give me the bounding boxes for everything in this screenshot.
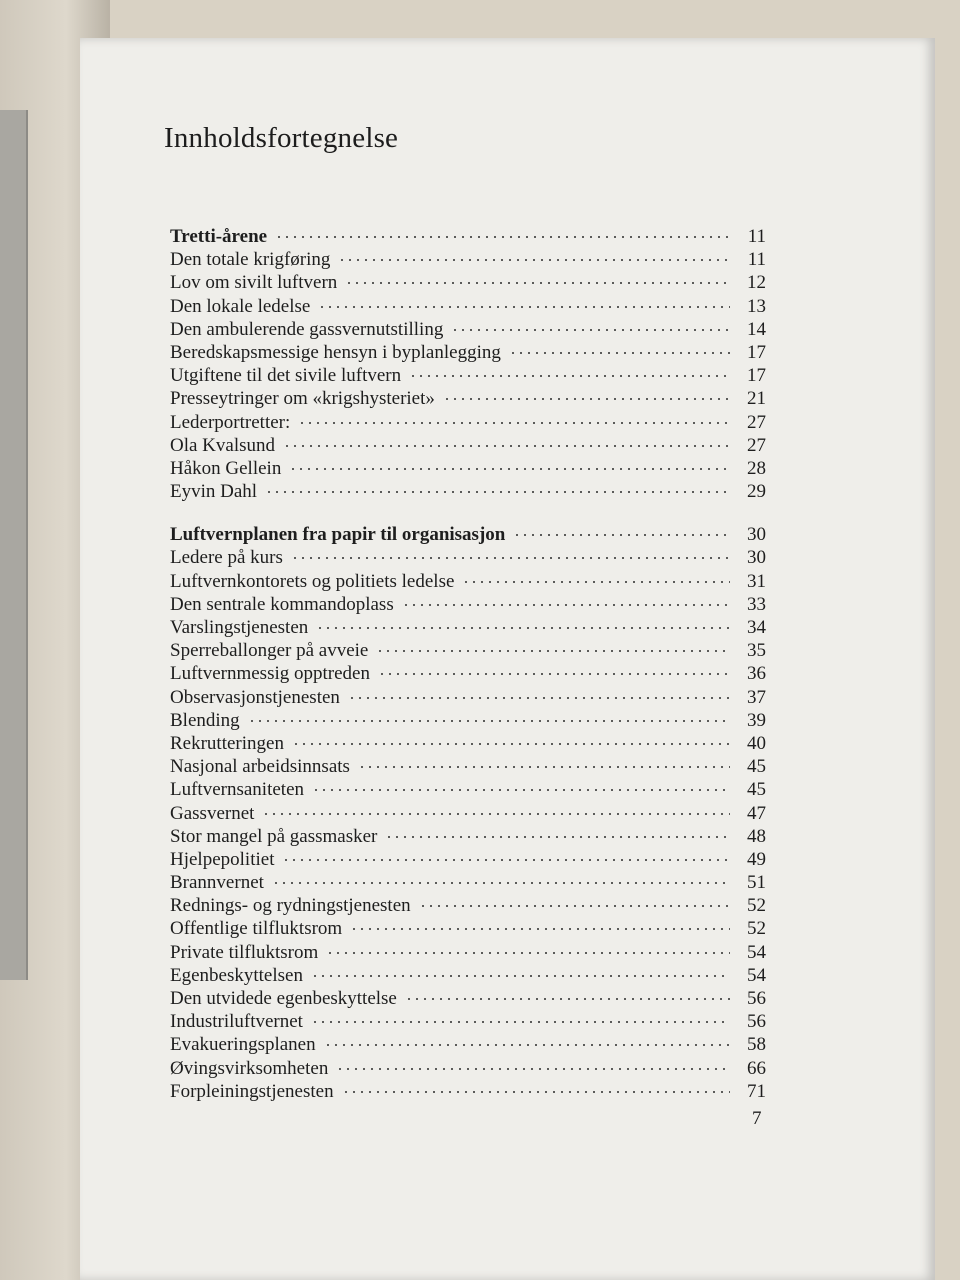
toc-entry-page: 52 [747,918,766,940]
toc-entry-page: 45 [747,756,766,778]
toc-entry-page: 12 [747,272,766,294]
toc-entry [170,365,766,388]
toc-entry-title: Blending [170,709,240,731]
toc-entry-title: Luftvernkontorets og politiets ledelse [170,570,455,592]
toc-entry-page: 34 [747,617,766,638]
toc-entry-page: 39 [747,709,766,731]
toc-entry [170,826,766,849]
dot-leader [358,765,730,769]
toc-entry-title: Eyvin Dahl [170,481,258,503]
dot-leader [338,258,730,262]
toc-entry-title: Beredskapsmessige hensyn i byplanlegging [170,341,501,363]
dot-leader [409,374,730,378]
toc-entry [170,895,766,918]
toc-entry-page: 47 [747,802,766,824]
toc-entry-page: 21 [747,388,766,410]
left-page-photo [0,110,28,980]
toc-entry [170,571,766,594]
toc-entry-page: 11 [747,226,766,247]
toc-entry [170,458,766,481]
dot-leader [419,904,730,908]
toc-entry-title: Rednings- og rydningstjenesten [170,895,411,917]
dot-leader [405,997,730,1001]
toc-entry-page: 17 [747,341,766,363]
toc-entry-page: 14 [747,318,766,340]
toc-entry-title: Observasjonstjenesten [170,686,340,708]
toc-entry-page: 28 [747,457,766,479]
toc-entry-title: Luftvernplanen fra papir til organisasjon [170,524,506,546]
toc-entry-title: Evakueringsplanen [170,1034,316,1056]
toc-section [170,524,766,1104]
toc-entry-title: Stor mangel på gassmasker [170,825,378,847]
toc-entry-title: Industriluftvernet [170,1011,303,1033]
dot-leader [275,235,730,239]
toc-entry-page: 29 [747,481,766,503]
dot-leader [318,305,730,309]
toc-entry [170,733,766,756]
dot-leader [311,974,730,978]
toc-entry [170,1058,766,1081]
toc-entry [170,849,766,872]
toc-entry [170,319,766,342]
toc-entry [170,779,766,802]
toc-entry [170,942,766,965]
toc-entry-page: 71 [747,1080,766,1102]
dot-leader [265,490,730,494]
toc-entry-title: Håkon Gellein [170,457,282,479]
toc-entry-page: 36 [747,663,766,685]
toc-entry-page: 52 [747,895,766,917]
dot-leader [443,397,730,401]
toc-entry-page: 30 [747,524,766,546]
toc-entry-title: Luftvernsaniteten [170,779,305,801]
toc-entry [170,481,766,504]
toc-entry-title: Varslingstjenesten [170,617,309,638]
toc-entry [170,756,766,779]
toc-entry [170,640,766,663]
toc-entry-title: Sperreballonger på avveie [170,640,369,662]
dot-leader [272,881,730,885]
toc-entry-title: Egenbeskyttelsen [170,964,303,986]
toc-entry-title: Den utvidede egenbeskyttelse [170,988,397,1009]
toc-entry [170,249,766,272]
toc-entry [170,988,766,1011]
toc-entry-page: 66 [747,1057,766,1079]
toc-entry-title: Forpleiningstjenesten [170,1080,334,1102]
dot-leader [402,603,730,607]
dot-leader [298,421,730,425]
toc-entry-title: Rekrutteringen [170,732,284,754]
toc-section [170,226,766,504]
dot-leader [451,328,730,332]
toc-entry-page: 31 [747,570,766,592]
dot-leader [316,626,730,630]
toc-entry-page: 17 [747,365,766,387]
toc-entry-title: Lederportretter: [170,411,291,433]
toc-entry-page: 11 [747,249,766,271]
toc-entry-title: Ola Kvalsund [170,434,276,456]
toc-entry-page: 13 [747,295,766,317]
toc-entry-title: Utgiftene til det sivile luftvern [170,365,402,387]
toc-entry-title: Private tilfluktsrom [170,941,319,963]
dot-leader [289,467,730,471]
toc-entry [170,412,766,435]
dot-leader [345,281,730,285]
toc-entry-page: 27 [747,434,766,456]
toc-entry-page: 27 [747,411,766,433]
dot-leader [292,742,730,746]
toc-entry-title: Luftvernmessig opptreden [170,663,370,685]
dot-leader [462,580,730,584]
toc-entry-page: 51 [747,872,766,894]
toc-entry [170,710,766,733]
toc-entry-page: 56 [747,1011,766,1033]
toc-entry [170,594,766,617]
toc-entry-page: 40 [747,732,766,754]
toc-entry-page: 58 [747,1034,766,1056]
toc-entry [170,872,766,895]
toc-entry [170,296,766,319]
toc-entry [170,272,766,295]
toc-entry [170,1034,766,1057]
toc-entry-page: 56 [747,988,766,1009]
toc-entry [170,1011,766,1034]
toc-entry [170,388,766,411]
toc-entry-title: Hjelpepolitiet [170,848,275,870]
toc-entry [170,687,766,710]
dot-leader [283,444,730,448]
toc-entry-title: Den lokale ledelse [170,295,311,317]
toc-entry-title: Tretti-årene [170,226,268,247]
toc-entry [170,663,766,686]
dot-leader [385,835,730,839]
toc-entry [170,965,766,988]
toc-entry-page: 30 [747,547,766,569]
toc-section-heading [170,524,766,547]
dot-leader [326,951,730,955]
toc-entry-title: Den totale krigføring [170,249,331,271]
dot-leader [342,1090,730,1094]
toc-entry [170,547,766,570]
dot-leader [336,1067,730,1071]
dot-leader [378,672,730,676]
toc-entry [170,803,766,826]
toc-entry-page: 48 [747,825,766,847]
dot-leader [513,533,730,537]
dot-leader [376,649,730,653]
toc-entry-page: 54 [747,941,766,963]
dot-leader [291,556,730,560]
toc-entry-title: Øvingsvirksomheten [170,1057,329,1079]
dot-leader [248,719,730,723]
dot-leader [509,351,730,355]
toc-entry [170,435,766,458]
page-number: 7 [752,1108,762,1129]
toc-entry-page: 37 [747,686,766,708]
toc-entry-title: Lov om sivilt luftvern [170,272,338,294]
dot-leader [262,812,730,816]
toc-entry-title: Ledere på kurs [170,547,283,569]
toc-entry-page: 35 [747,640,766,662]
toc-entry [170,918,766,941]
dot-leader [311,1020,730,1024]
toc-entry-page: 49 [747,848,766,870]
toc-entry-title: Offentlige tilfluktsrom [170,918,343,940]
toc-entry-title: Brannvernet [170,872,264,894]
page-title: Innholdsfortegnelse [164,122,399,154]
toc-entry-page: 45 [747,779,766,801]
toc-entry-title: Presseytringer om «krigshysteriet» [170,388,435,410]
toc-entry [170,1081,766,1104]
dot-leader [312,788,730,792]
toc-entry-page: 33 [747,593,766,615]
toc-entry [170,617,766,640]
table-of-contents [170,226,766,1124]
dot-leader [282,858,730,862]
toc-entry-title: Den ambulerende gassvernutstilling [170,318,444,340]
toc-section-heading [170,226,766,249]
toc-entry-title: Gassvernet [170,802,255,824]
toc-entry-title: Den sentrale kommandoplass [170,593,394,615]
toc-entry [170,342,766,365]
toc-entry-title: Nasjonal arbeidsinnsats [170,756,350,778]
dot-leader [324,1043,730,1047]
toc-entry-page: 54 [747,964,766,986]
dot-leader [348,696,730,700]
dot-leader [350,927,730,931]
